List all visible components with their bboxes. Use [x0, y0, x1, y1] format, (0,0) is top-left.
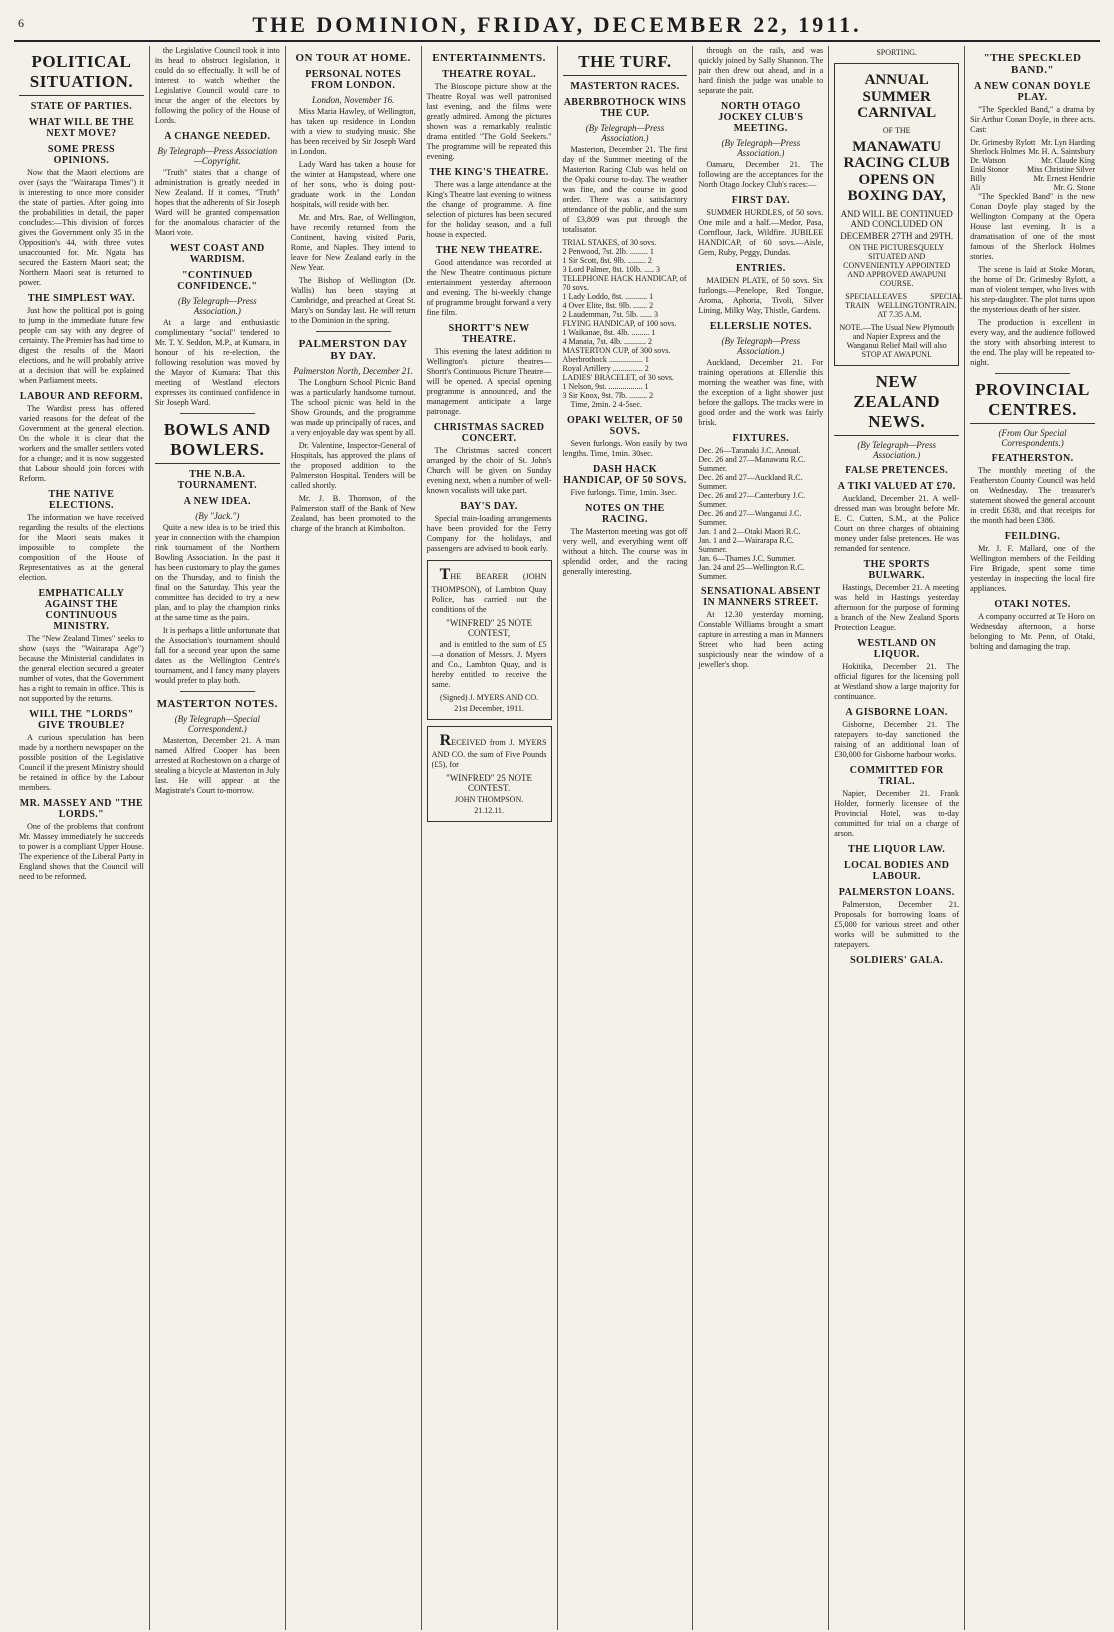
result-line: 3 Lord Palmer, 8st. 10lb. ..... 3 — [562, 265, 660, 274]
section-tag: SPORTING. — [876, 48, 917, 57]
article-paragraph: The monthly meeting of the Featherston County Council was held on Wednesday. The treasurer's statement showed the general account in credit £638, and that receipts for the month had been £386. — [970, 466, 1095, 525]
sub-heading: A TIKI VALUED AT £70. — [837, 480, 956, 492]
article-paragraph: At 12.30 yesterday morning, Constable Williams brought a smart capture in arresting a man in Manners Street who had been acting suspiciously near the window of a jeweller's shop. — [698, 610, 824, 669]
sub-heading: FIRST DAY. — [731, 195, 790, 206]
article-paragraph: Good attendance was recorded at the New Theatre continuous picture entertainment yesterday afternoon and evening. The bi-weekly change of programme brought forward a very fine film. — [426, 258, 552, 317]
dateline: (By Telegraph—Press Association.) — [585, 123, 665, 143]
column-2 — [150, 46, 286, 1630]
result-line: TRIAL STAKES, of 30 sovs. — [562, 238, 657, 247]
notice-date: 21.12.11. — [474, 806, 504, 816]
article-paragraph: There was a large attendance at the King's Theatre last evening to witness the change of programme. A fine selection of pictures has been secured for the holiday season, and a full house is expected. — [426, 180, 552, 239]
sub-heading: A NEW CONAN DOYLE PLAY. — [974, 81, 1092, 103]
contest-name: "WINFRED" 25 NOTE CONTEST, — [446, 617, 532, 638]
racing-carnival-ad — [834, 63, 963, 366]
sub-heading: THEATRE ROYAL. — [442, 69, 537, 80]
drop-cap: T — [439, 566, 451, 583]
ad-title: MANAWATU RACING CLUB OPENS ON BOXING DAY, — [843, 138, 950, 204]
sub-heading: LOCAL BODIES AND LABOUR. — [844, 859, 950, 882]
notice-opening: ECEIVED from J. MYERS AND CO. the sum of Five Pounds (£5), for — [431, 737, 547, 770]
article-paragraph: Special train-loading arrangements have been provided for the Ferry Company for the holidays, and passengers are advised to book early. — [426, 514, 552, 553]
article-paragraph: MAIDEN PLATE, of 50 sovs. Six furlongs.—Penelope, Red Tongue, Aroma, Aphoria, Tivoli, Silver Lining, Milky Way, Thistle, Gardens. — [698, 276, 824, 315]
sub-heading: THE LIQUOR LAW. — [848, 843, 946, 855]
article-paragraph: The Longburn School Picnic Band was a particularly handsome turnout. The school picnic was held in the Show Grounds, and the programme was made up principally of races, and a very enjoyable day was spent by all. — [290, 378, 416, 437]
provincial-heading: PROVINCIAL CENTRES. — [970, 380, 1095, 424]
drop-cap: R — [439, 731, 452, 749]
notice-signature: (Signed) J. MYERS AND CO. — [439, 692, 539, 702]
cast-actor: Mr. Ernest Hendrie — [1033, 174, 1095, 183]
article-paragraph: The Bioscope picture show at the Theatre Royal was well patronised last evening, and the films were greatly admired. Among the pictures shown was a remarkably realistic drama entitled "The Gold Seekers." The programme will be repeated this evening. — [426, 82, 552, 161]
result-line: 4 Manaia, 7st. 4lb. ........... 2 — [562, 337, 653, 346]
cast-actor: Mr. Lyn Harding — [1041, 138, 1095, 147]
page-number: 6 — [18, 16, 24, 30]
sub-heading: SENSATIONAL ABSENT IN MANNERS STREET. — [701, 586, 821, 608]
column-7 — [829, 46, 965, 1630]
column-4 — [422, 46, 558, 1630]
sub-heading: THE NATIVE ELECTIONS. — [48, 489, 115, 511]
turf-heading: THE TURF. — [563, 52, 688, 76]
article-paragraph: Time, 2min. 2 4-5sec. — [570, 400, 643, 409]
divider — [180, 691, 255, 692]
notice-text — [432, 731, 547, 771]
dateline: (By Telegraph—Special Correspondent.) — [174, 714, 261, 734]
notice-text — [432, 565, 547, 615]
sub-heading: NOTES ON THE RACING. — [585, 503, 665, 525]
article-paragraph: Just how the political pot is going to jump in the immediate future few people can say with any degree of certainty. The Premier has had time to digest the results of the Maori elections, and he will probably arrive at a decision that will be explained when Parliament meets. — [19, 306, 144, 385]
train-mid: LEAVES WELLINGTON AT 7.35 A.M. — [877, 291, 931, 319]
political-heading: POLITICAL SITUATION. — [19, 52, 144, 96]
fixture-line: Dec. 26 and 27—Canterbury J.C. Summer. — [698, 491, 806, 509]
cast-line — [970, 183, 1095, 192]
article-paragraph: Seven furlongs. Won easily by two lengths. Time, 1min. 30sec. — [562, 439, 688, 458]
article-paragraph: "The Speckled Band" is the new Conan Doyle play staged by the Wellington Company at the Opera House last evening. It is a dramatisation of one of the most famous of the Sherlock Holmes stories. — [970, 192, 1095, 261]
article-paragraph: Now that the Maori elections are over (says the "Wairarapa Times") it is interesting to once more consider the state of parties. After going into the probabilities in detail, the paper concludes:—This division of forces gives the Government only 35 in the Opposition's 44, with three votes unaccounted for. Mr. Ngata has secured the Eastern Maori seat; the Northern Maori seat is returned to power. — [19, 168, 144, 287]
cast-actor: Mr. H. A. Saintsbury — [1028, 147, 1095, 156]
column-3 — [286, 46, 422, 1630]
section-heading: MASTERTON NOTES. — [156, 698, 278, 710]
article-paragraph: Five furlongs. Time, 1min. 3sec. — [570, 488, 677, 497]
sub-heading: A CHANGE NEEDED. — [164, 131, 271, 142]
sub-heading: A NEW IDEA. — [183, 496, 251, 507]
sub-heading: FALSE PRETENCES. — [845, 464, 949, 476]
article-paragraph: Quite a new idea is to be tried this year in connection with the champion rink tournament of the Northern Bowling Association. In the past it has been customary to play the games on the Thursday, and to finish the final on the Saturday. This year the committee has decided to try a new plan, and to play the champion rinks at the same time as the pairs. — [154, 523, 280, 622]
bowls-heading: BOWLS AND BOWLERS. — [155, 420, 280, 464]
cast-list — [970, 138, 1095, 192]
cast-role: Sherlock Holmes — [970, 147, 1026, 156]
cast-role: Dr. Watson — [970, 156, 1006, 165]
article-paragraph: through on the rails, and was quickly joined by Sally Shannon. The pair then drew out ahead, and in a hard finish the judge was unable to separate the pair. — [698, 46, 824, 95]
sub-heading: MASTERTON RACES. — [570, 81, 680, 92]
result-line: 1 Nelson, 9st. ................. 1 — [562, 382, 649, 391]
result-line: 2 Laudemman, 7st. 5lb. ...... 3 — [562, 310, 659, 319]
dateline: (From Our Special Correspondents.) — [998, 428, 1067, 448]
fixture-line: Dec. 26—Taranaki J.C. Annual. — [698, 446, 801, 455]
sub-heading: ELLERSLIE NOTES. — [709, 321, 812, 332]
sub-heading: WHAT WILL BE THE NEXT MOVE? — [28, 117, 135, 139]
sub-heading: MR. MASSEY AND "THE LORDS." — [19, 798, 144, 820]
article-paragraph: A company occurred at Te Horo on Wednesday afternoon, a horse belonging to Mr. Penn, of Otaki, bolting and damaging the trap. — [970, 612, 1095, 651]
article-paragraph: The information we have received regarding the results of the elections for the Maori seats makes it impossible to complete the composition of the House of Representatives as at the general election. — [19, 513, 144, 582]
notice-opening: HE BEARER (JOHN THOMPSON), of Lambton Quay Police, has carried out the conditions of the — [431, 572, 547, 614]
article-paragraph: Mr. J. F. Mallard, one of the Wellington members of the Feilding Fire Brigade, spent some time yesterday in inspecting the local fire appliances. — [970, 544, 1095, 593]
sub-heading: OPAKI WELTER, OF 50 SOVS. — [566, 415, 683, 437]
article-paragraph: "Truth" states that a change of administration is greatly needed in New Zealand. If it comes, "Truth" hopes that the adherents of Sir Joseph Ward will be granted compensation for the anomalous character of the Maori vote. — [154, 168, 280, 237]
article-paragraph: the Legislative Council took it into its head to obstruct legislation, it could do so effectually. It will be of interest to watch whether the Legislative Council would care to incur the anger of the electors by following the policy of the House of Lords. — [154, 46, 280, 125]
nz-news-heading: NEW ZEALAND NEWS. — [834, 372, 959, 436]
ad-title: ANNUAL SUMMER CARNIVAL — [857, 72, 937, 121]
column-8 — [965, 46, 1100, 1630]
sub-heading: WEST COAST AND WARDISM. — [169, 243, 265, 265]
sub-heading: FIXTURES. — [732, 433, 790, 444]
result-line: MASTERTON CUP, of 300 sovs. — [562, 346, 671, 355]
sub-heading: DASH HACK HANDICAP, OF 50 SOVS. — [563, 464, 687, 486]
byline: (By "Jack.") — [195, 511, 240, 521]
cast-line — [970, 165, 1095, 174]
result-line: Aberbrothock ................. 1 — [562, 355, 649, 364]
article-paragraph: The Bishop of Wellington (Dr. Wallis) has been staying at Cambridge, and preached at Great St. Mary's on Sunday last. He will return to the Dominion in the spring. — [290, 276, 416, 325]
result-line: 4 Over Elite, 8st. 9lb. ....... 2 — [562, 301, 654, 310]
ad-note: NOTE.—The Usual New Plymouth and Napier Express and the Wanganui Relief Mail will also STOP AT AWAPUNI. — [839, 322, 955, 359]
sub-heading: CHRISTMAS SACRED CONCERT. — [433, 422, 545, 444]
sub-heading: PERSONAL NOTES FROM LONDON. — [305, 69, 402, 91]
sub-heading: EMPHATICALLY AGAINST THE CONTINUOUS MINISTRY. — [38, 588, 125, 632]
fixture-line: Jan. 24 and 25—Wellington R.C. Summer. — [698, 563, 805, 581]
article-paragraph: Auckland, December 21. For training operations at Ellerslie this morning the weather was fine, with the exception of a light shower just before the gallops. The tracks were in good order and the work was fairly brisk. — [698, 358, 824, 427]
fixture-line: Dec. 26 and 27—Manawatu R.C. Summer. — [698, 455, 806, 473]
article-paragraph: Masterton, December 21. A man named Alfred Cooper has been arrested at Rochestown on a charge of stealing a bicycle at Masterton in July last. He will appear at the Magistrate's Court to-morrow. — [154, 736, 280, 795]
cast-line — [970, 147, 1095, 156]
notice-date: 21st December, 1911. — [454, 703, 524, 713]
result-line: 2 Penwood, 7st. 2lb. ......... 1 — [562, 247, 654, 256]
sub-heading: NORTH OTAGO JOCKEY CLUB'S MEETING. — [718, 101, 804, 134]
sub-heading: COMMITTED FOR TRIAL. — [849, 764, 944, 787]
sub-heading: SOLDIERS' GALA. — [850, 954, 944, 966]
sub-heading: STATE OF PARTIES. — [30, 101, 133, 112]
cast-line — [970, 156, 1095, 165]
sub-heading: THE KING'S THEATRE. — [429, 167, 549, 178]
article-paragraph: Palmerston, December 21. Proposals for borrowing loans of £5,000 for various street and other works will be submitted to the ratepayers. — [834, 899, 960, 949]
cast-actor: Mr. G. Stone — [1053, 183, 1095, 192]
section-heading: ENTERTAINMENTS. — [432, 52, 546, 64]
fixture-line: Jan. 1 and 2—Otaki Maori R.C. — [698, 527, 801, 536]
cast-role: Enid Stonor — [970, 165, 1009, 174]
article-paragraph: Miss Maria Hawley, of Wellington, has taken up residence in London with a view to studying music. She has been received by Sir Joseph Ward in London. — [290, 107, 416, 156]
sub-heading: SOME PRESS OPINIONS. — [47, 144, 115, 166]
article-paragraph: Hokitika, December 21. The official figures for the licensing poll at Westland show a large majority for continuance. — [834, 661, 960, 701]
result-line: LADIES' BRACELET, of 30 sovs. — [562, 373, 675, 382]
result-line: 3 Sir Knox, 9st. 7lb. ......... 2 — [562, 391, 654, 400]
fixture-line: Jan. 6—Thames J.C. Summer. — [698, 554, 796, 563]
fixture-line: Jan. 1 and 2—Wairarapa R.C. Summer. — [698, 536, 794, 554]
dateline: Palmerston North, December 21. — [293, 366, 414, 376]
article-paragraph: The scene is laid at Stoke Moran, the home of Dr. Grimesby Rylott, a man of violent temper, who lives with his step-daughter. The plot turns upon the mysterious death of her sister. — [970, 265, 1095, 314]
divider — [995, 373, 1070, 374]
result-line: TELEPHONE HACK HANDICAP, of 70 sovs. — [562, 274, 687, 292]
section-heading: ON TOUR AT HOME. — [295, 52, 411, 64]
divider — [316, 331, 391, 332]
dateline: (By Telegraph—Press Association.) — [721, 138, 801, 158]
race-results — [563, 238, 688, 400]
dateline: By Telegraph—Press Association—Copyright. — [157, 146, 278, 166]
cast-line — [970, 138, 1095, 147]
ad-of: OF THE — [882, 125, 911, 135]
article-paragraph: Gisborne, December 21. The ratepayers to-day sanctioned the raising of an additional loan of £30,000 for Gisborne harbour works. — [834, 719, 960, 759]
article-paragraph: Dr. Valentine, Inspector-General of Hospitals, has approved the plans of the proposed addition to the Palmerston Hospital. Tenders will be called shortly. — [290, 441, 416, 490]
result-line: 1 Waikanae, 8st. 4lb. ......... 1 — [562, 328, 656, 337]
section-heading: PALMERSTON DAY BY DAY. — [298, 338, 408, 362]
article-paragraph: This evening the latest addition to Wellington's picture theatres—Shortt's Continuous Picture Theatre—will be opened. A special opening programme is announced, and the management anticipate a large patronage. — [426, 347, 552, 416]
sub-heading: ENTRIES. — [736, 263, 786, 274]
article-paragraph: One of the problems that confront Mr. Massey immediately he succeeds to power is a compliant Upper House. The experience of the Liberal Party in England shows that the Council will need to be reformed. — [19, 822, 144, 881]
section-heading: "THE SPECKLED BAND." — [983, 52, 1082, 76]
dateline: London, November 16. — [311, 95, 395, 105]
sub-heading: ABERBROTHOCK WINS THE CUP. — [563, 97, 687, 119]
article-paragraph: SUMMER HURDLES, of 50 sovs. One mile and a half.—Medor, Pasa, Cornflour, Jack, Wildfire. JUBILEE HANDICAP, of 60 sovs.—Aisle, Gem, Ruby, Peggy, Dundas. — [698, 208, 824, 257]
sub-heading: A GISBORNE LOAN. — [845, 706, 948, 718]
sub-heading: THE SPORTS BULWARK. — [863, 558, 930, 581]
result-line: 1 Lady Loddo, 8st. ........... 1 — [562, 292, 654, 301]
sub-heading: "CONTINUED CONFIDENCE." — [177, 270, 258, 292]
sub-heading: LABOUR AND REFORM. — [19, 391, 143, 402]
article-paragraph: Masterton, December 21. The first day of the Summer meeting of the Masterton Racing Club was held on the Opaki course to-day. The weather was fine, and the course in good order. There was a satisfactory attendance of the public, and the sum of £3,809 was put through the totalisator. — [562, 145, 688, 234]
cast-role: Ali — [970, 183, 981, 192]
cast-role: Dr. Grimesby Rylott — [970, 138, 1036, 147]
masthead — [14, 10, 1100, 42]
contest-name: "WINFRED" 25 NOTE CONTEST. — [446, 773, 532, 794]
column-6 — [693, 46, 829, 1630]
divider — [180, 413, 255, 414]
notice-body: and is entitled to the sum of £5—a donation of Messrs. J. Myers and Co., Lambton Quay, and is hereby entitled to receive the same. — [431, 639, 547, 689]
contest-notice — [427, 560, 552, 720]
article-paragraph: Mr. and Mrs. Rae, of Wellington, have recently returned from the Continent, having visited Paris, Rome, and Naples. They intend to leave for New Zealand early in the New Year. — [290, 213, 416, 272]
sub-heading: BAY'S DAY. — [460, 501, 518, 512]
article-paragraph: A curious speculation has been made by a northern newspaper on the possible position of the Legislative Council if the present Ministry should be retained in office by the Labour members. — [19, 733, 144, 792]
ad-line: ON THE PICTURESQUELY SITUATED AND CONVENIENTLY APPOINTED AND APPROVED AWAPUNI COURSE. — [843, 242, 951, 288]
train-row — [845, 291, 963, 319]
fixture-line: Dec. 26 and 27—Auckland R.C. Summer. — [698, 473, 803, 491]
article-paragraph: Hastings, December 21. A meeting was held in Hastings yesterday afternoon for the purpose of forming a branch of the New Zealand Sports Protection League. — [834, 582, 960, 632]
receipt-notice — [427, 726, 552, 823]
ad-line: AND WILL BE CONTINUED AND CONCLUDED ON — [840, 208, 953, 229]
article-paragraph: Mr. J. B. Thomson, of the Palmerston staff of the Bank of New Zealand, has been promoted to the charge of the branch at Kimbolton. — [290, 494, 416, 533]
sub-heading: OTAKI NOTES. — [994, 599, 1071, 610]
article-paragraph: The Masterton meeting was got off very well, and everything went off without a hitch. The course was in splendid order, and the racing generally interesting. — [562, 527, 688, 576]
article-paragraph: "The Speckled Band," a drama by Sir Arthur Conan Doyle, in three acts. Cast: — [970, 105, 1095, 134]
article-paragraph: Oamaru, December 21. The following are the acceptances for the North Otago Jockey Club's races:— — [698, 160, 824, 189]
column-5 — [558, 46, 694, 1630]
article-paragraph: At a large and enthusiastic complimentary "social" tendered to Mr. T. Y. Seddon, M.P., at Kumara, in honour of his re-election, the following resolution was moved by the Mayor of Kumara: That this meeting of Westland electors expresses its continued confidence in Sir Joseph Ward. — [154, 318, 280, 407]
sub-heading: SHORTT'S NEW THEATRE. — [448, 323, 530, 345]
cast-role: Billy — [970, 174, 987, 183]
article-paragraph: The production is excellent in every way, and the audience followed the story with absorbing interest to the end. The play will be repeated to-night. — [970, 318, 1095, 367]
ad-dates: DECEMBER 27TH and 29TH. — [840, 230, 954, 241]
notice-signature: JOHN THOMPSON. — [454, 795, 524, 805]
result-line: Royal Artillery ............... 2 — [562, 364, 649, 373]
dateline: (By Telegraph—Press Association.) — [178, 296, 257, 316]
sub-heading: THE NEW THEATRE. — [435, 245, 543, 256]
dateline: (By Telegraph—Press Association.) — [857, 439, 936, 460]
article-paragraph: Napier, December 21. Frank Holder, formerly licensee of the Provincial Hotel, was to-day committed for trial on a charge of arson. — [834, 788, 960, 838]
sub-heading: THE N.B.A. TOURNAMENT. — [177, 469, 257, 491]
fixtures-list — [698, 446, 823, 581]
columns — [14, 46, 1100, 1630]
newspaper-title: THE DOMINION, FRIDAY, DECEMBER 22, 1911. — [252, 12, 862, 37]
result-line: FLYING HANDICAP, of 100 sovs. — [562, 319, 677, 328]
fixture-line: Dec. 26 and 27—Wanganui J.C. Summer. — [698, 509, 802, 527]
article-paragraph: The Wardist press has offered varied reasons for the defeat of the Government at the general election. On the whole it is clear that the workers and the smaller settlers voted for a change; and it is now suggested that Labour should join forces with Reform. — [19, 404, 144, 483]
article-paragraph: The "New Zealand Times" seeks to show (says the "Wairarapa Age") because the Ministerial candidates in the general election secured a greater number of votes, that the Government has a right to remain in office. This is not supported by the returns. — [19, 634, 144, 703]
result-line: 1 Sir Scott, 8st. 9lb. ......... 2 — [562, 256, 652, 265]
sub-heading: WESTLAND ON LIQUOR. — [857, 637, 937, 660]
column-1 — [14, 46, 150, 1630]
sub-heading: FEATHERSTON. — [991, 453, 1074, 464]
sub-heading: PALMERSTON LOANS. — [838, 886, 955, 898]
cast-line — [970, 174, 1095, 183]
train-left: SPECIAL TRAIN — [845, 291, 878, 310]
cast-actor: Mr. Claude King — [1041, 156, 1095, 165]
sub-heading: WILL THE "LORDS" GIVE TROUBLE? — [29, 709, 134, 731]
article-paragraph: Lady Ward has taken a house for the winter at Hampstead, where one of her sons, who is doing post-graduate work in the London hospitals, will reside with her. — [290, 160, 416, 209]
sub-heading: THE SIMPLEST WAY. — [27, 293, 135, 304]
sub-heading: FEILDING. — [1004, 531, 1061, 542]
article-paragraph: It is perhaps a little unfortunate that the Association's tournament should fall for a second year upon the same dates as the Wellington Centre's tournament, and I fancy many players would prefer to play both. — [154, 626, 280, 685]
article-paragraph: Auckland, December 21. A well-dressed man was brought before Mr. E. C. Cutten, S.M., at the Police Court on three charges of obtaining money under false pretences. He was remanded for sentence. — [834, 493, 960, 553]
cast-actor: Miss Christine Silver — [1026, 165, 1095, 174]
train-right: SPECIAL TRAIN. — [930, 291, 963, 310]
article-paragraph: The Christmas sacred concert arranged by the choir of St. John's Church will be given on Sunday evening next, when a number of well-known vocalists will take part. — [426, 446, 552, 495]
dateline: (By Telegraph—Press Association.) — [721, 336, 801, 356]
